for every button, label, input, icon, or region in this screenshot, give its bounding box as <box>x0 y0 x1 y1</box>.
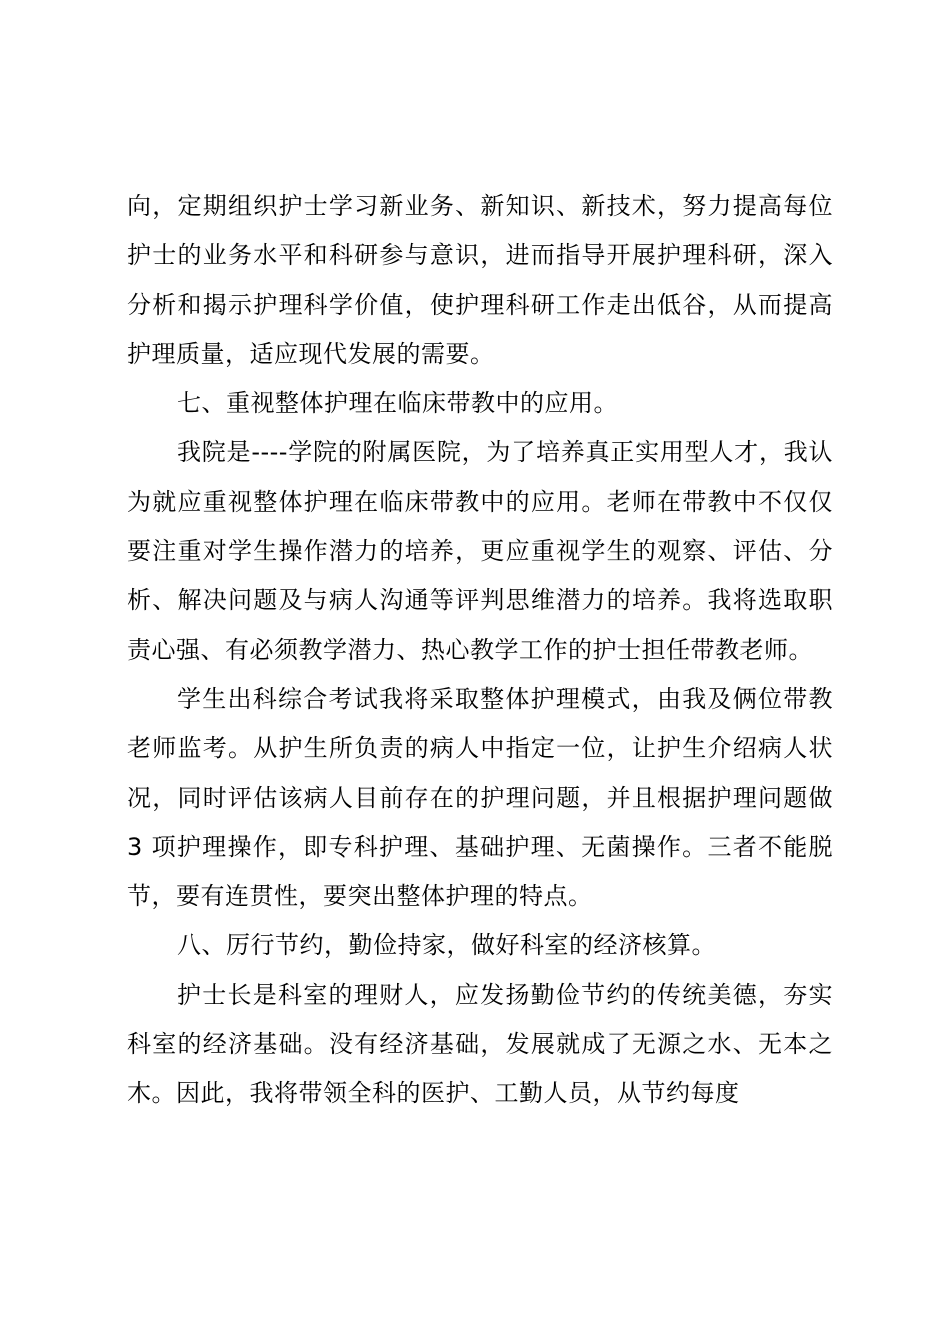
section-heading-8: 八、厉行节约，勤俭持家，做好科室的经济核算。 <box>177 931 716 960</box>
paragraph-teaching: 我院是----学院的附属医院，为了培养真正实用型人才，我认为就应重视整体护理在临床带教中的应用。老师在带教中不仅仅要注重对学生操作潜力的培养，更应重视学生的观察、评估、分析、解决问题及与病人沟通等评判思维潜力的培养。我将选取职责心强、有必须教学潜力、热心教学工作的护士担任带教老师。 <box>127 438 833 664</box>
paragraph-exam: 学生出科综合考试我将采取整体护理模式，由我及俩位带教老师监考。从护生所负责的病人中指定一位，让护生介绍病人状况，同时评估该病人目前存在的护理问题，并且根据护理问题做 3 项护理操作，即专科护理、基础护理、无菌操作。三者不能脱节，要有连贯性，要突出整体护理的特点。 <box>127 684 833 911</box>
paragraph-continuation: 向，定期组织护士学习新业务、新知识、新技术，努力提高每位护士的业务水平和科研参与意识，进而指导开展护理科研，深入分析和揭示护理科学价值，使护理科研工作走出低谷，从而提高护理质量，适应现代发展的需要。 <box>127 192 833 368</box>
section-heading-7: 七、重视整体护理在临床带教中的应用。 <box>177 389 618 418</box>
paragraph-economy: 护士长是科室的理财人，应发扬勤俭节约的传统美德，夯实科室的经济基础。没有经济基础，发展就成了无源之水、无本之木。因此，我将带领全科的医护、工勤人员，从节约每度 <box>127 980 833 1108</box>
document-body <box>127 182 833 1119</box>
